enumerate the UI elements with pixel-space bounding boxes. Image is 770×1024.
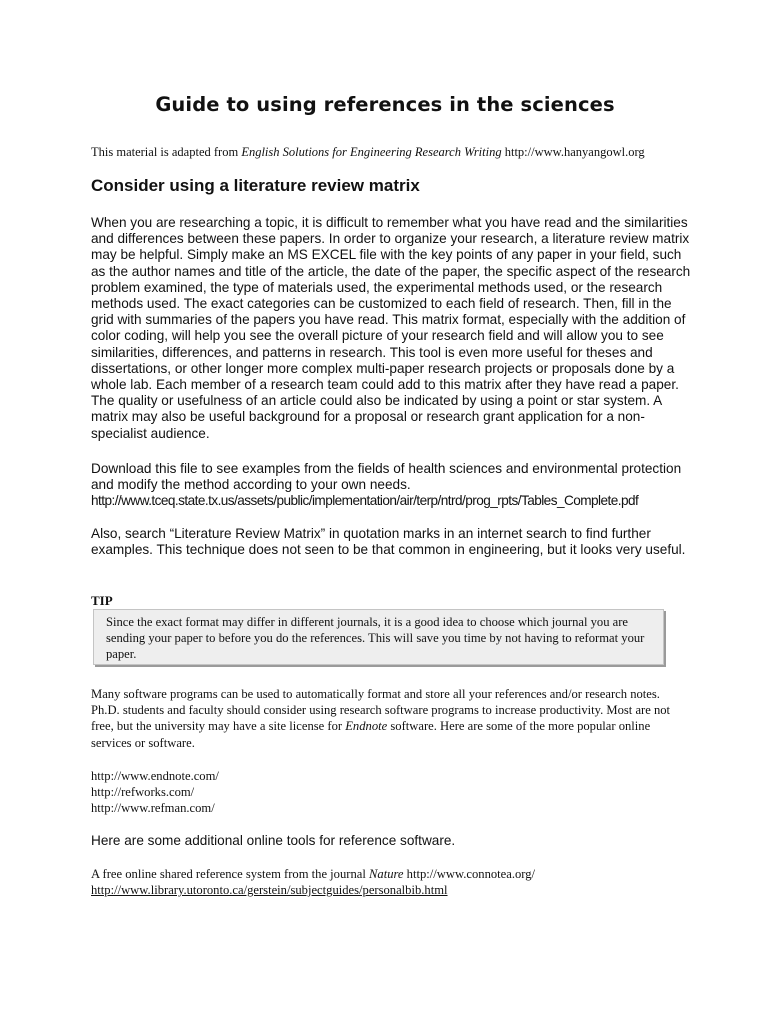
tip-label: TIP: [91, 593, 113, 608]
tip-text: Since the exact format may differ in different journals, it is a good idea to choose which journal you are sending your paper to before you do the references. This will save you time by not having to reformat your paper.: [106, 615, 645, 661]
software-paragraph: [91, 686, 691, 751]
download-url: http://www.tceq.state.tx.us/assets/public/implementation/air/terp/ntrd/prog_rpts/Tables_Complete.pdf: [91, 493, 639, 509]
tip-box: [93, 609, 664, 665]
link-endnote[interactable]: http://www.endnote.com/: [91, 769, 219, 783]
link-refworks[interactable]: http://refworks.com/: [91, 785, 195, 800]
source-url: http://www.hanyangowl.org: [501, 145, 645, 159]
connotea-text-before: A free online shared reference system from the journal: [91, 867, 369, 881]
software-text-after: software. Here are some of the more popular online services or software.: [91, 719, 651, 750]
reference-links: [91, 768, 691, 817]
nature-journal: Nature: [369, 867, 404, 881]
utoronto-link[interactable]: http://www.library.utoronto.ca/gerstein/subjectguides/personalbib.html: [91, 883, 448, 898]
connotea-url[interactable]: http://www.connotea.org/: [403, 867, 536, 881]
endnote-name: Endnote: [345, 719, 388, 734]
download-paragraph: [91, 461, 691, 510]
connotea-paragraph: [91, 866, 691, 898]
source-note-prefix: This material is adapted from: [91, 145, 242, 159]
software-text-before: Many software programs can be used to automatically format and store all your references and/or research notes. Ph.D. students and faculty should consider using research software programs to increase productivity. Most are not free, but the university may have a site license for: [91, 687, 671, 734]
page-title: Guide to using references in the sciences: [155, 93, 615, 116]
section-heading: Consider using a literature review matrix: [91, 176, 420, 195]
download-text: Download this file to see examples from the fields of health sciences and environmental protection and modify the method according to your own needs.: [91, 461, 682, 493]
link-refman[interactable]: http://www.refman.com/: [91, 801, 215, 816]
online-tools-paragraph: Here are some additional online tools for reference software.: [91, 833, 456, 848]
search-paragraph: Also, search “Literature Review Matrix” in quotation marks in an internet search to find further examples. This technique does not seen to be that common in engineering, but it looks very useful.: [91, 526, 686, 558]
source-title: English Solutions for Engineering Research Writing: [241, 145, 502, 159]
matrix-paragraph: When you are researching a topic, it is difficult to remember what you have read and the similarities and differences between these papers. In order to organize your research, a literature review matrix may be helpful. Simply make an MS EXCEL file with the key points of any paper in your field, such as the author names and title of the article, the date of the paper, the specific aspect of the research problem examined, the type of materials used, the experimental methods used, or the research methods used. The exact categories can be customized to each field of research. Then, fill in the grid with summaries of the papers you have read. This matrix format, especially with the addition of color coding, will help you see the overall picture of your research field and will allow you to see similarities, differences, and patterns in research. This tool is even more useful for theses and dissertations, or other longer more complex multi-paper research projects or proposals done by a whole lab. Each member of a research team could add to this matrix after they have read a paper. The quality or usefulness of an article could also be indicated by using a point or star system. A matrix may also be useful background for a proposal or research grant application for a non-specialist audience.: [91, 215, 691, 441]
source-note: [91, 145, 731, 160]
